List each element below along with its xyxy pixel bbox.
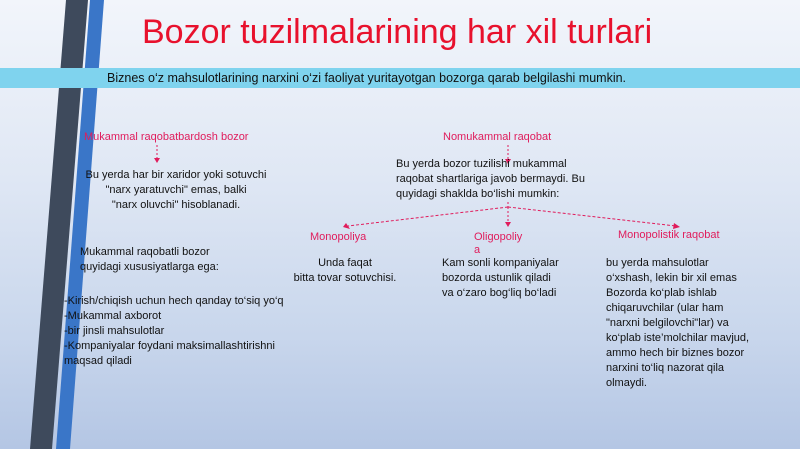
- text-line: chiqaruvchilar (ular ham: [606, 302, 724, 314]
- list-item: -Kirish/chiqish uchun hech qanday to‘siq yo‘q: [64, 295, 284, 307]
- text-line: Bozorda ko‘plab ishlab: [606, 287, 717, 299]
- subtitle: Biznes o‘z mahsulotlarining narxini o‘zi faoliyat yuritayotgan bozorga qarab belgilashi mumkin.: [107, 71, 627, 85]
- monopolistic-competition-description: [606, 256, 796, 391]
- monopolistic-competition-heading: [618, 229, 720, 241]
- heading-line: Monopolistik raqobat: [618, 229, 720, 241]
- text-line: Kam sonli kompaniyalar: [442, 257, 559, 269]
- heading-line: Oligopoliy: [474, 231, 523, 243]
- text-line: quyidagi xususiyatlarga ega:: [80, 261, 219, 273]
- text-line: narxini to‘liq nazorat qila: [606, 362, 725, 374]
- perfect-competition-description: [70, 168, 282, 213]
- text-line: "narx oluvchi" hisoblanadi.: [111, 199, 241, 211]
- text-line: "narx yaratuvchi" emas, balki: [105, 184, 247, 196]
- list-item: -bir jinsli mahsulotlar: [64, 325, 165, 337]
- text-line: raqobat shartlariga javob bermaydi. Bu: [396, 173, 585, 185]
- heading-line: Monopoliya: [310, 231, 367, 243]
- monopoly-heading: [310, 231, 366, 243]
- text-line: "narxni belgilovchi"lar) va: [606, 317, 729, 329]
- list-item: maqsad qiladi: [64, 355, 132, 367]
- list-item: -Mukammal axborot: [64, 310, 162, 322]
- text-line: quyidagi shaklda bo‘lishi mumkin:: [396, 188, 560, 200]
- arrow-left-head: [154, 158, 160, 163]
- imperfect-competition-heading: Nomukammal raqobat: [443, 131, 552, 143]
- text-line: bitta tovar sotuvchisi.: [293, 272, 397, 284]
- text-line: Bu yerda bozor tuzilishi mukammal: [396, 158, 567, 170]
- text-line: bozorda ustunlik qiladi: [442, 272, 551, 284]
- features-intro: [80, 245, 280, 275]
- text-line: o‘xshash, lekin bir xil emas: [606, 272, 737, 284]
- text-line: Mukammal raqobatli bozor: [80, 246, 210, 258]
- branch-to-monopoly: [348, 207, 508, 226]
- text-line: Unda faqat: [318, 257, 372, 269]
- text-line: ammo hech bir biznes bozor: [606, 347, 745, 359]
- text-line: ko‘plab iste’molchilar mavjud,: [606, 332, 750, 344]
- imperfect-competition-description: [396, 157, 606, 202]
- oligopoly-description: [442, 256, 592, 301]
- text-line: Bu yerda har bir xaridor yoki sotuvchi: [85, 169, 267, 181]
- page-title: Bozor tuzilmalarining har xil turlari: [142, 13, 653, 51]
- branch-to-monopolistic: [508, 207, 676, 226]
- text-line: va o‘zaro bog‘liq bo‘ladi: [442, 287, 557, 299]
- heading-line: a: [474, 244, 481, 256]
- branch-oligopoly-head: [505, 222, 511, 227]
- monopoly-description: [280, 256, 410, 286]
- list-item: -Kompaniyalar foydani maksimallashtirishni: [64, 340, 275, 352]
- oligopoly-heading: [474, 231, 522, 257]
- text-line: olmaydi.: [606, 377, 647, 389]
- features-list: [64, 294, 304, 369]
- text-line: bu yerda mahsulotlar: [606, 257, 709, 269]
- perfect-competition-heading: Mukammal raqobatbardosh bozor: [84, 131, 249, 143]
